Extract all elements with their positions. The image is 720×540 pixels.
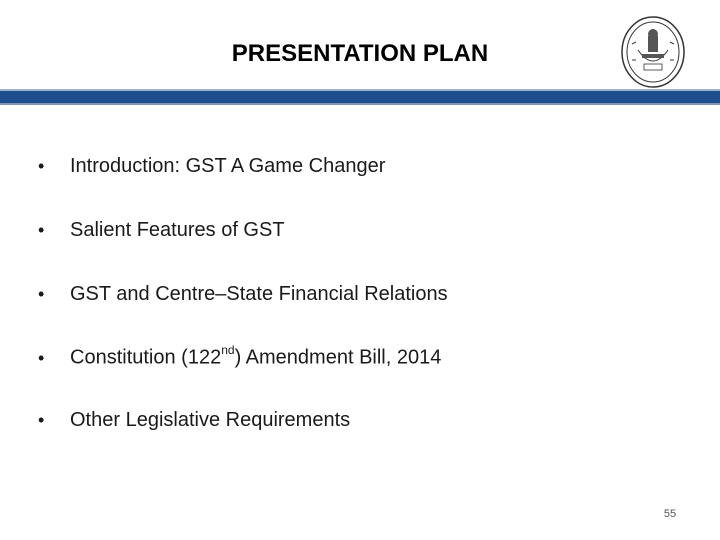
bullet-text: GST and Centre–State Financial Relations <box>70 283 448 305</box>
bullet-glyph: • <box>38 284 45 304</box>
bullet-item <box>38 155 385 178</box>
bullet-text-after: ) Amendment Bill, 2014 <box>234 346 442 369</box>
bullet-text: Other Legislative Requirements <box>70 409 351 431</box>
bullet-glyph: • <box>38 410 45 430</box>
slide-title: PRESENTATION PLAN <box>231 40 489 67</box>
bullet-text: Salient Features of GST <box>70 219 285 241</box>
bullet-item <box>38 283 448 306</box>
page-number: 55 <box>663 508 677 520</box>
bullet-text-before: Constitution (122 <box>70 346 222 369</box>
bullet-glyph: • <box>38 156 45 176</box>
header-divider-bottom <box>0 103 720 105</box>
header-divider-bar <box>0 91 720 103</box>
bullet-item <box>38 219 285 242</box>
emblem-seal-icon <box>618 14 688 90</box>
bullet-text: Introduction: GST A Game Changer <box>70 155 386 177</box>
bullet-item <box>38 345 441 370</box>
bullet-superscript: nd <box>221 343 235 357</box>
bullet-glyph: • <box>38 220 45 240</box>
bullet-glyph: • <box>38 347 45 368</box>
bullet-item <box>38 409 350 432</box>
